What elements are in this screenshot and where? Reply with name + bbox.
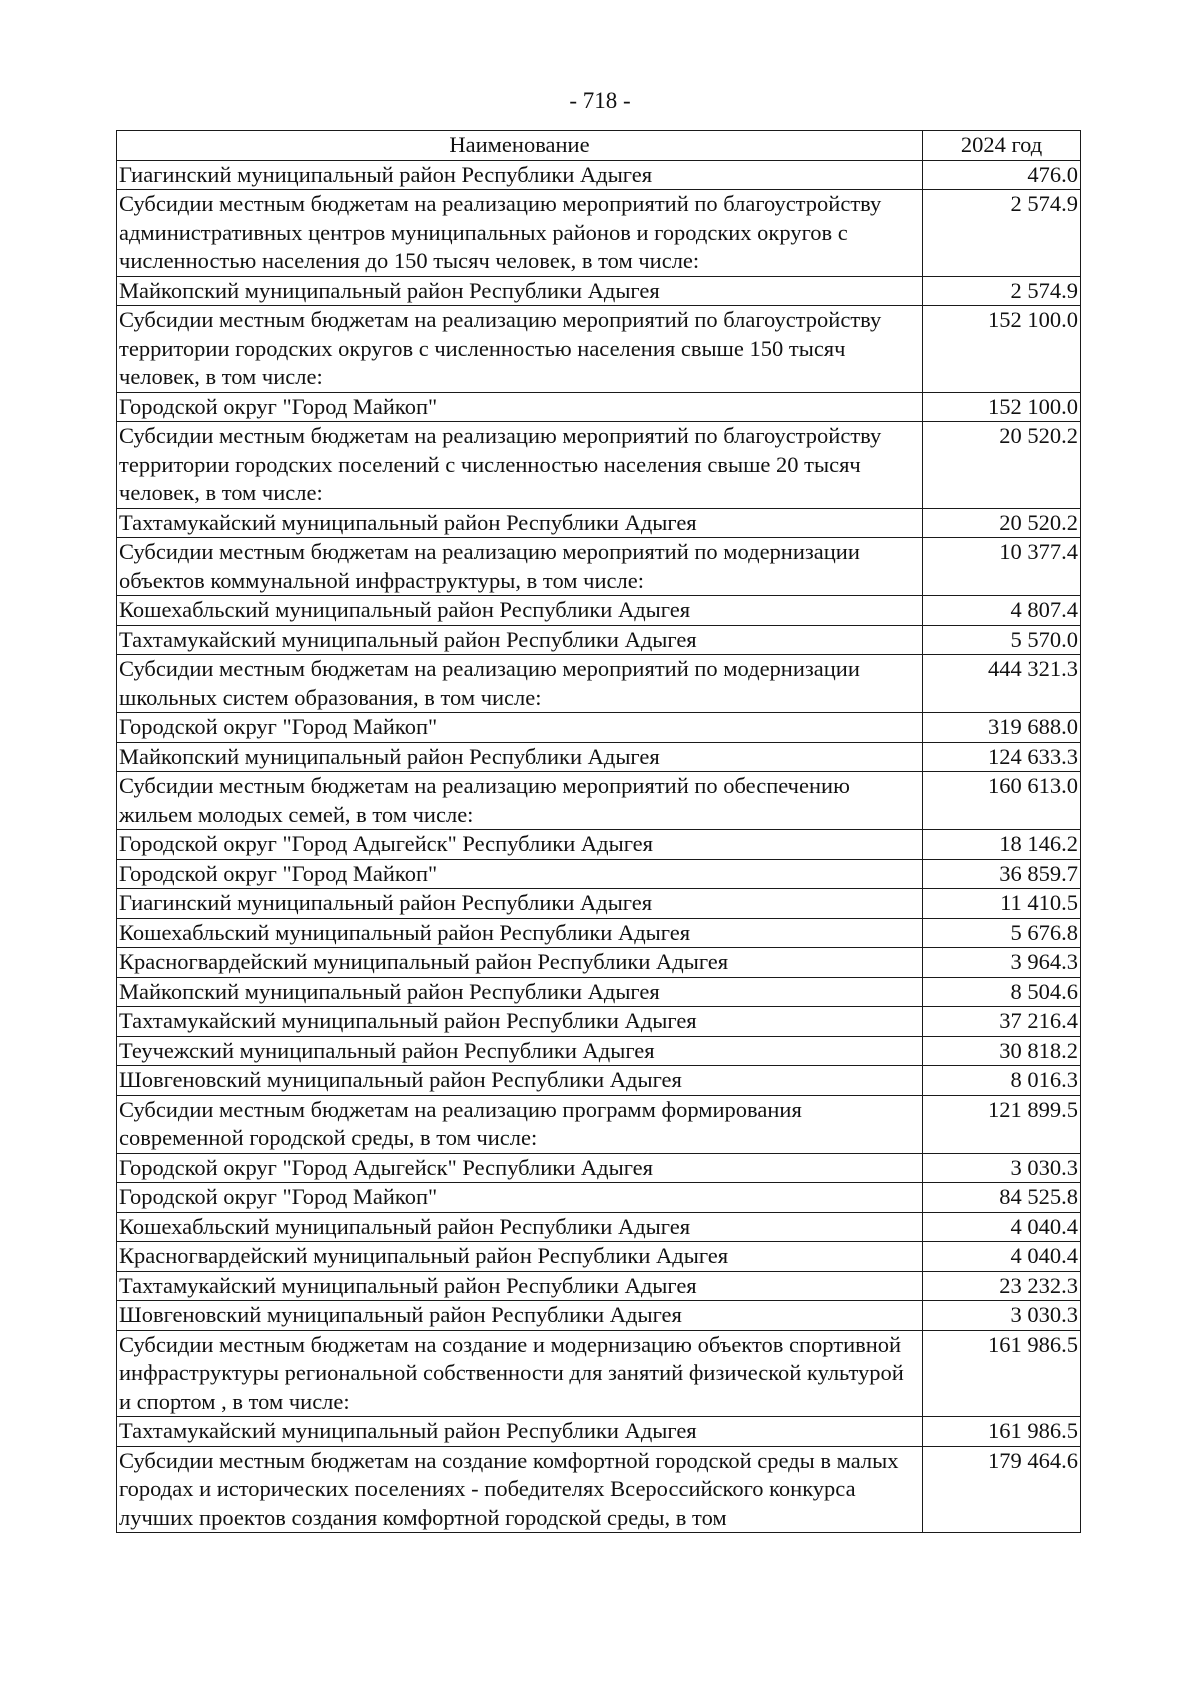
- row-name-cell: Тахтамукайский муниципальный район Республики Адыгея: [117, 625, 923, 655]
- row-name-cell: Субсидии местным бюджетам на создание и модернизацию объектов спортивной инфраструктуры региональной собственности для занятий физической культурой и спортом , в том числе:: [117, 1330, 923, 1417]
- table-row: [117, 1301, 1081, 1331]
- row-name-cell: Тахтамукайский муниципальный район Республики Адыгея: [117, 1417, 923, 1447]
- table-header-row: [117, 131, 1081, 161]
- row-value-cell: 5 676.8: [923, 918, 1081, 948]
- row-value-cell: 18 146.2: [923, 830, 1081, 860]
- table-row: [117, 948, 1081, 978]
- column-header-year: 2024 год: [923, 131, 1081, 161]
- row-name-cell: Теучежский муниципальный район Республики Адыгея: [117, 1036, 923, 1066]
- table-row: [117, 1417, 1081, 1447]
- row-name-cell: Гиагинский муниципальный район Республики Адыгея: [117, 889, 923, 919]
- table-row: [117, 1446, 1081, 1533]
- row-value-cell: 179 464.6: [923, 1446, 1081, 1533]
- table-row: [117, 655, 1081, 713]
- table-row: [117, 596, 1081, 626]
- table-row: [117, 918, 1081, 948]
- row-name-cell: Субсидии местным бюджетам на реализацию мероприятий по модернизации объектов коммунальной инфраструктуры, в том числе:: [117, 538, 923, 596]
- row-name-cell: Шовгеновский муниципальный район Республики Адыгея: [117, 1301, 923, 1331]
- row-value-cell: 3 964.3: [923, 948, 1081, 978]
- row-name-cell: Городской округ "Город Майкоп": [117, 713, 923, 743]
- table-row: [117, 1183, 1081, 1213]
- budget-table: [116, 130, 1081, 1533]
- table-row: [117, 1007, 1081, 1037]
- table-row: [117, 160, 1081, 190]
- row-name-cell: Тахтамукайский муниципальный район Республики Адыгея: [117, 1271, 923, 1301]
- row-value-cell: 10 377.4: [923, 538, 1081, 596]
- table-row: [117, 772, 1081, 830]
- row-value-cell: 8 504.6: [923, 977, 1081, 1007]
- table-row: [117, 977, 1081, 1007]
- page-number: - 718 -: [569, 88, 631, 113]
- row-value-cell: 476.0: [923, 160, 1081, 190]
- row-name-cell: Тахтамукайский муниципальный район Республики Адыгея: [117, 1007, 923, 1037]
- row-name-cell: Кошехабльский муниципальный район Республики Адыгея: [117, 596, 923, 626]
- table-row: [117, 1153, 1081, 1183]
- row-value-cell: 152 100.0: [923, 392, 1081, 422]
- table-row: [117, 1066, 1081, 1096]
- row-value-cell: 161 986.5: [923, 1330, 1081, 1417]
- row-name-cell: Шовгеновский муниципальный район Республики Адыгея: [117, 1066, 923, 1096]
- row-name-cell: Субсидии местным бюджетам на реализацию мероприятий по модернизации школьных систем образования, в том числе:: [117, 655, 923, 713]
- table-row: [117, 276, 1081, 306]
- table-row: [117, 625, 1081, 655]
- row-name-cell: Субсидии местным бюджетам на реализацию мероприятий по благоустройству территории городских округов с численностью населения свыше 150 тысяч человек, в том числе:: [117, 306, 923, 393]
- row-value-cell: 319 688.0: [923, 713, 1081, 743]
- table-row: [117, 190, 1081, 277]
- table-body: [117, 160, 1081, 1533]
- row-value-cell: 3 030.3: [923, 1153, 1081, 1183]
- table-row: [117, 742, 1081, 772]
- row-value-cell: 30 818.2: [923, 1036, 1081, 1066]
- row-value-cell: 20 520.2: [923, 422, 1081, 509]
- row-name-cell: Городской округ "Город Майкоп": [117, 859, 923, 889]
- row-name-cell: Городской округ "Город Адыгейск" Республики Адыгея: [117, 830, 923, 860]
- table-row: [117, 1271, 1081, 1301]
- table-row: [117, 508, 1081, 538]
- column-header-name: Наименование: [117, 131, 923, 161]
- row-name-cell: Субсидии местным бюджетам на создание комфортной городской среды в малых городах и исторических поселениях - победителях Всероссийского конкурса лучших проектов создания комфортной городской среды, в том: [117, 1446, 923, 1533]
- table-row: [117, 859, 1081, 889]
- row-value-cell: 36 859.7: [923, 859, 1081, 889]
- row-name-cell: Субсидии местным бюджетам на реализацию программ формирования современной городской среды, в том числе:: [117, 1095, 923, 1153]
- row-name-cell: Субсидии местным бюджетам на реализацию мероприятий по благоустройству территории городских поселений с численностью населения свыше 20 тысяч человек, в том числе:: [117, 422, 923, 509]
- table-row: [117, 422, 1081, 509]
- row-value-cell: 2 574.9: [923, 276, 1081, 306]
- row-name-cell: Красногвардейский муниципальный район Республики Адыгея: [117, 948, 923, 978]
- row-value-cell: 152 100.0: [923, 306, 1081, 393]
- row-name-cell: Красногвардейский муниципальный район Республики Адыгея: [117, 1242, 923, 1272]
- row-name-cell: Гиагинский муниципальный район Республики Адыгея: [117, 160, 923, 190]
- row-name-cell: Кошехабльский муниципальный район Республики Адыгея: [117, 1212, 923, 1242]
- row-value-cell: 4 040.4: [923, 1242, 1081, 1272]
- table-row: [117, 1036, 1081, 1066]
- table-row: [117, 830, 1081, 860]
- row-value-cell: 5 570.0: [923, 625, 1081, 655]
- row-value-cell: 4 040.4: [923, 1212, 1081, 1242]
- row-name-cell: Майкопский муниципальный район Республики Адыгея: [117, 977, 923, 1007]
- table-row: [117, 1330, 1081, 1417]
- row-value-cell: 84 525.8: [923, 1183, 1081, 1213]
- row-name-cell: Кошехабльский муниципальный район Республики Адыгея: [117, 918, 923, 948]
- table-row: [117, 306, 1081, 393]
- row-name-cell: Майкопский муниципальный район Республики Адыгея: [117, 276, 923, 306]
- table-row: [117, 1242, 1081, 1272]
- row-value-cell: 3 030.3: [923, 1301, 1081, 1331]
- row-value-cell: 121 899.5: [923, 1095, 1081, 1153]
- table-row: [117, 392, 1081, 422]
- row-value-cell: 20 520.2: [923, 508, 1081, 538]
- table-row: [117, 889, 1081, 919]
- row-value-cell: 4 807.4: [923, 596, 1081, 626]
- row-value-cell: 11 410.5: [923, 889, 1081, 919]
- row-value-cell: 37 216.4: [923, 1007, 1081, 1037]
- row-value-cell: 23 232.3: [923, 1271, 1081, 1301]
- row-name-cell: Тахтамукайский муниципальный район Республики Адыгея: [117, 508, 923, 538]
- row-value-cell: 2 574.9: [923, 190, 1081, 277]
- row-name-cell: Субсидии местным бюджетам на реализацию мероприятий по благоустройству административных центров муниципальных районов и городских округов с численностью населения до 150 тысяч человек, в том числе:: [117, 190, 923, 277]
- row-value-cell: 161 986.5: [923, 1417, 1081, 1447]
- row-value-cell: 8 016.3: [923, 1066, 1081, 1096]
- table-row: [117, 538, 1081, 596]
- row-value-cell: 444 321.3: [923, 655, 1081, 713]
- row-name-cell: Городской округ "Город Адыгейск" Республики Адыгея: [117, 1153, 923, 1183]
- table-row: [117, 1212, 1081, 1242]
- table-row: [117, 713, 1081, 743]
- row-name-cell: Городской округ "Город Майкоп": [117, 1183, 923, 1213]
- row-name-cell: Майкопский муниципальный район Республики Адыгея: [117, 742, 923, 772]
- row-value-cell: 124 633.3: [923, 742, 1081, 772]
- row-name-cell: Городской округ "Город Майкоп": [117, 392, 923, 422]
- table-row: [117, 1095, 1081, 1153]
- row-value-cell: 160 613.0: [923, 772, 1081, 830]
- row-name-cell: Субсидии местным бюджетам на реализацию мероприятий по обеспечению жильем молодых семей, в том числе:: [117, 772, 923, 830]
